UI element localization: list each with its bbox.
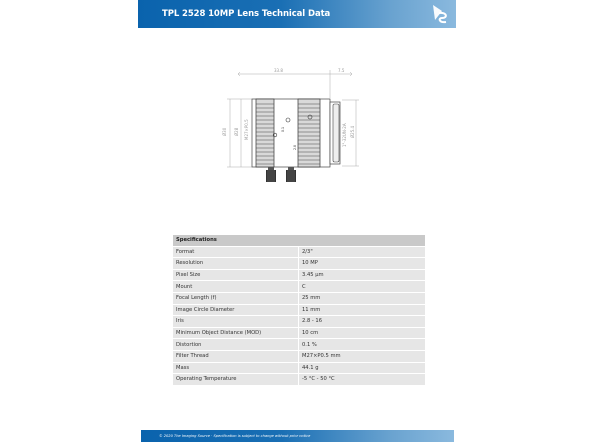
- table-row: [173, 350, 425, 362]
- dim-thread: M27×P0.5: [244, 119, 249, 140]
- svg-text:2.8: 2.8: [293, 144, 297, 150]
- page-title: TPL 2528 10MP Lens Technical Data: [162, 9, 331, 19]
- spec-label: Iris: [173, 316, 299, 328]
- spec-value: 0.1 %: [299, 339, 426, 351]
- spec-value: 3.45 µm: [299, 269, 426, 281]
- table-row: [173, 339, 425, 351]
- dim-inner-diameter: Ø28: [234, 127, 239, 136]
- spec-label: Focal Length (f): [173, 292, 299, 304]
- spec-value: -5 °C - 50 °C: [299, 374, 426, 386]
- dim-flange: 7.5: [338, 68, 345, 73]
- specifications-title: Specifications: [173, 235, 425, 246]
- spec-label: Mount: [173, 281, 299, 293]
- spec-label: Distortion: [173, 339, 299, 351]
- table-row: [173, 316, 425, 328]
- spec-label: Pixel Size: [173, 269, 299, 281]
- spec-label: Resolution: [173, 258, 299, 270]
- spec-label: Format: [173, 246, 299, 258]
- spec-label: Minimum Object Distance (MOD): [173, 327, 299, 339]
- table-row: [173, 292, 425, 304]
- spec-value: 44.1 g: [299, 362, 426, 374]
- spec-label: Filter Thread: [173, 350, 299, 362]
- spec-value: 10 cm: [299, 327, 426, 339]
- spec-value: 11 mm: [299, 304, 426, 316]
- header-banner: [138, 0, 456, 28]
- dim-mount-thread: 1"-32UN-2A: [342, 123, 347, 147]
- table-row: [173, 258, 425, 270]
- lens-dimension-drawing: [222, 62, 382, 188]
- datasheet-page: [138, 0, 456, 444]
- svg-text:0.1: 0.1: [281, 126, 285, 132]
- spec-label: Operating Temperature: [173, 374, 299, 386]
- dim-outer-diameter: Ø30: [222, 127, 227, 136]
- table-row: [173, 246, 425, 258]
- spec-value: 2/3": [299, 246, 426, 258]
- footer-copyright: © 2020 The Imaging Source · Specification is subject to change without prior notice: [159, 433, 311, 438]
- spec-value: 10 MP: [299, 258, 426, 270]
- spec-value: C: [299, 281, 426, 293]
- table-row: [173, 269, 425, 281]
- spec-label: Image Circle Diameter: [173, 304, 299, 316]
- spec-value: M27×P0.5 mm: [299, 350, 426, 362]
- dim-mount-diameter: Ø25.4: [350, 125, 355, 138]
- spec-value: 2.8 - 16: [299, 316, 426, 328]
- table-row: [173, 374, 425, 386]
- footer-banner: [141, 430, 454, 442]
- the-imaging-source-logo-icon: [429, 3, 451, 25]
- table-row: [173, 281, 425, 293]
- spec-label: Mass: [173, 362, 299, 374]
- specifications-header-row: [173, 235, 425, 246]
- dim-length: 33.8: [274, 68, 283, 73]
- specifications-table: [173, 235, 425, 386]
- spec-value: 25 mm: [299, 292, 426, 304]
- table-row: [173, 362, 425, 374]
- table-row: [173, 304, 425, 316]
- table-row: [173, 327, 425, 339]
